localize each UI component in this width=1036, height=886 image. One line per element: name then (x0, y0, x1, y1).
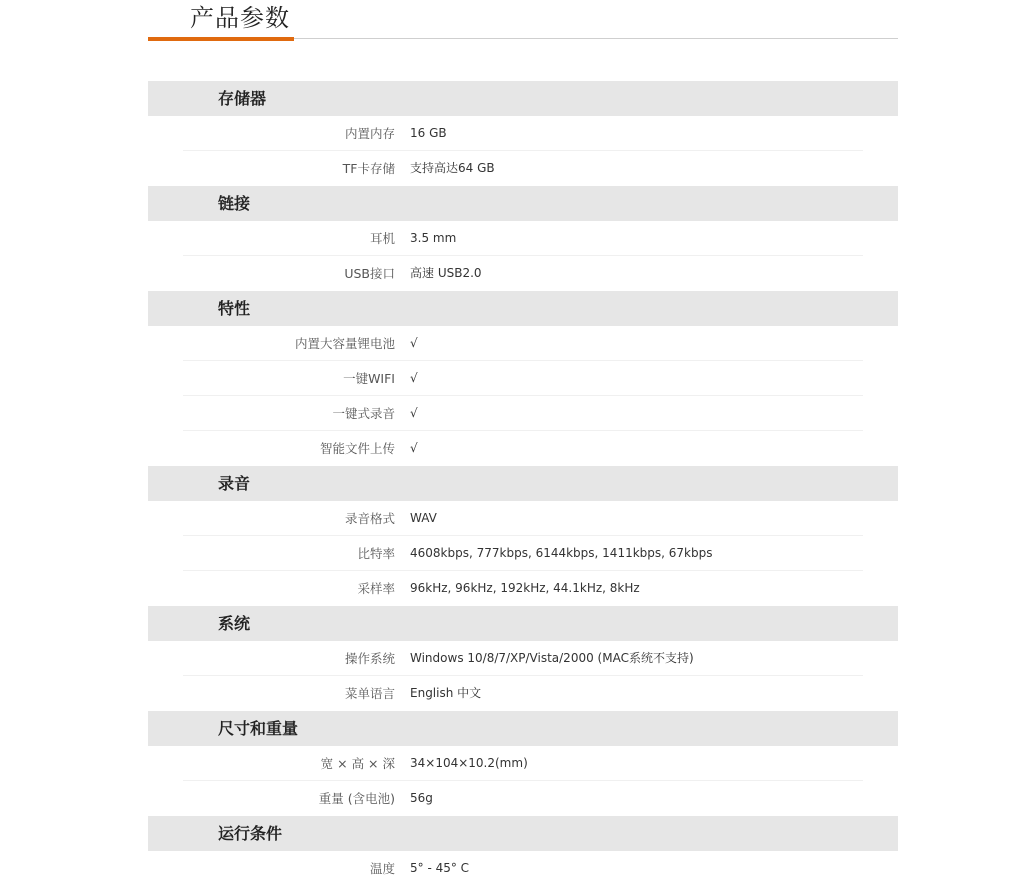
spec-value: 5° - 45° C (410, 861, 470, 875)
section-title: 录音 (218, 474, 251, 493)
spec-value: 支持高达64 GB (410, 161, 495, 175)
spec-key: 耳机 (369, 231, 395, 246)
spec-row (148, 116, 898, 151)
spec-value: 34×104×10.2(mm) (410, 756, 528, 770)
section-title: 存储器 (218, 89, 267, 108)
section-header (148, 711, 898, 746)
spec-key: 操作系统 (344, 651, 395, 666)
spec-row (148, 571, 898, 606)
spec-key: 重量 (含电池) (318, 791, 395, 806)
page-header (148, 0, 898, 44)
spec-row (148, 746, 898, 781)
spec-value: √ (410, 371, 418, 385)
spec-key: 内置内存 (344, 126, 395, 141)
spec-row (148, 501, 898, 536)
page-title: 产品参数 (190, 4, 290, 32)
section-header (148, 81, 898, 116)
spec-key: TF卡存储 (342, 161, 395, 176)
spec-row (148, 326, 898, 361)
spec-value: 56g (410, 791, 433, 805)
spec-key: 比特率 (357, 546, 395, 561)
spec-row (148, 361, 898, 396)
spec-key: 菜单语言 (344, 686, 395, 701)
spec-row (148, 396, 898, 431)
section-header (148, 466, 898, 501)
spec-row (148, 256, 898, 291)
spec-value: √ (410, 336, 418, 350)
spec-row (148, 221, 898, 256)
spec-key: 一键式录音 (332, 406, 395, 421)
spec-value: 高速 USB2.0 (410, 266, 482, 280)
spec-key: USB接口 (344, 266, 395, 281)
spec-key: 一键WIFI (343, 371, 395, 386)
spec-key: 温度 (369, 861, 395, 876)
section-title: 尺寸和重量 (218, 719, 299, 738)
spec-value: WAV (410, 511, 437, 525)
spec-row (148, 536, 898, 571)
section-title: 链接 (218, 194, 251, 213)
spec-row (148, 781, 898, 816)
spec-value: 96kHz, 96kHz, 192kHz, 44.1kHz, 8kHz (410, 581, 640, 595)
spec-key: 宽 × 高 × 深 (320, 756, 395, 771)
section-title: 运行条件 (218, 824, 283, 843)
spec-value: 4608kbps, 777kbps, 6144kbps, 1411kbps, 67kbps (410, 546, 713, 560)
title-accent-bar (148, 37, 294, 41)
spec-value: 3.5 mm (410, 231, 457, 245)
spec-value: English 中文 (410, 686, 482, 700)
spec-table (148, 81, 898, 886)
spec-key: 录音格式 (344, 511, 395, 526)
spec-row (148, 151, 898, 186)
spec-row (148, 676, 898, 711)
spec-row (148, 431, 898, 466)
spec-value: √ (410, 441, 418, 455)
spec-row (148, 641, 898, 676)
spec-row (148, 851, 898, 886)
section-header (148, 291, 898, 326)
section-title: 系统 (218, 614, 251, 633)
spec-key: 智能文件上传 (319, 441, 395, 456)
spec-key: 采样率 (357, 581, 395, 596)
spec-key: 内置大容量锂电池 (294, 336, 395, 351)
section-header (148, 606, 898, 641)
spec-value: √ (410, 406, 418, 420)
section-title: 特性 (218, 299, 251, 318)
section-header (148, 186, 898, 221)
section-header (148, 816, 898, 851)
spec-value: 16 GB (410, 126, 447, 140)
spec-value: Windows 10/8/7/XP/Vista/2000 (MAC系统不支持) (410, 651, 694, 665)
